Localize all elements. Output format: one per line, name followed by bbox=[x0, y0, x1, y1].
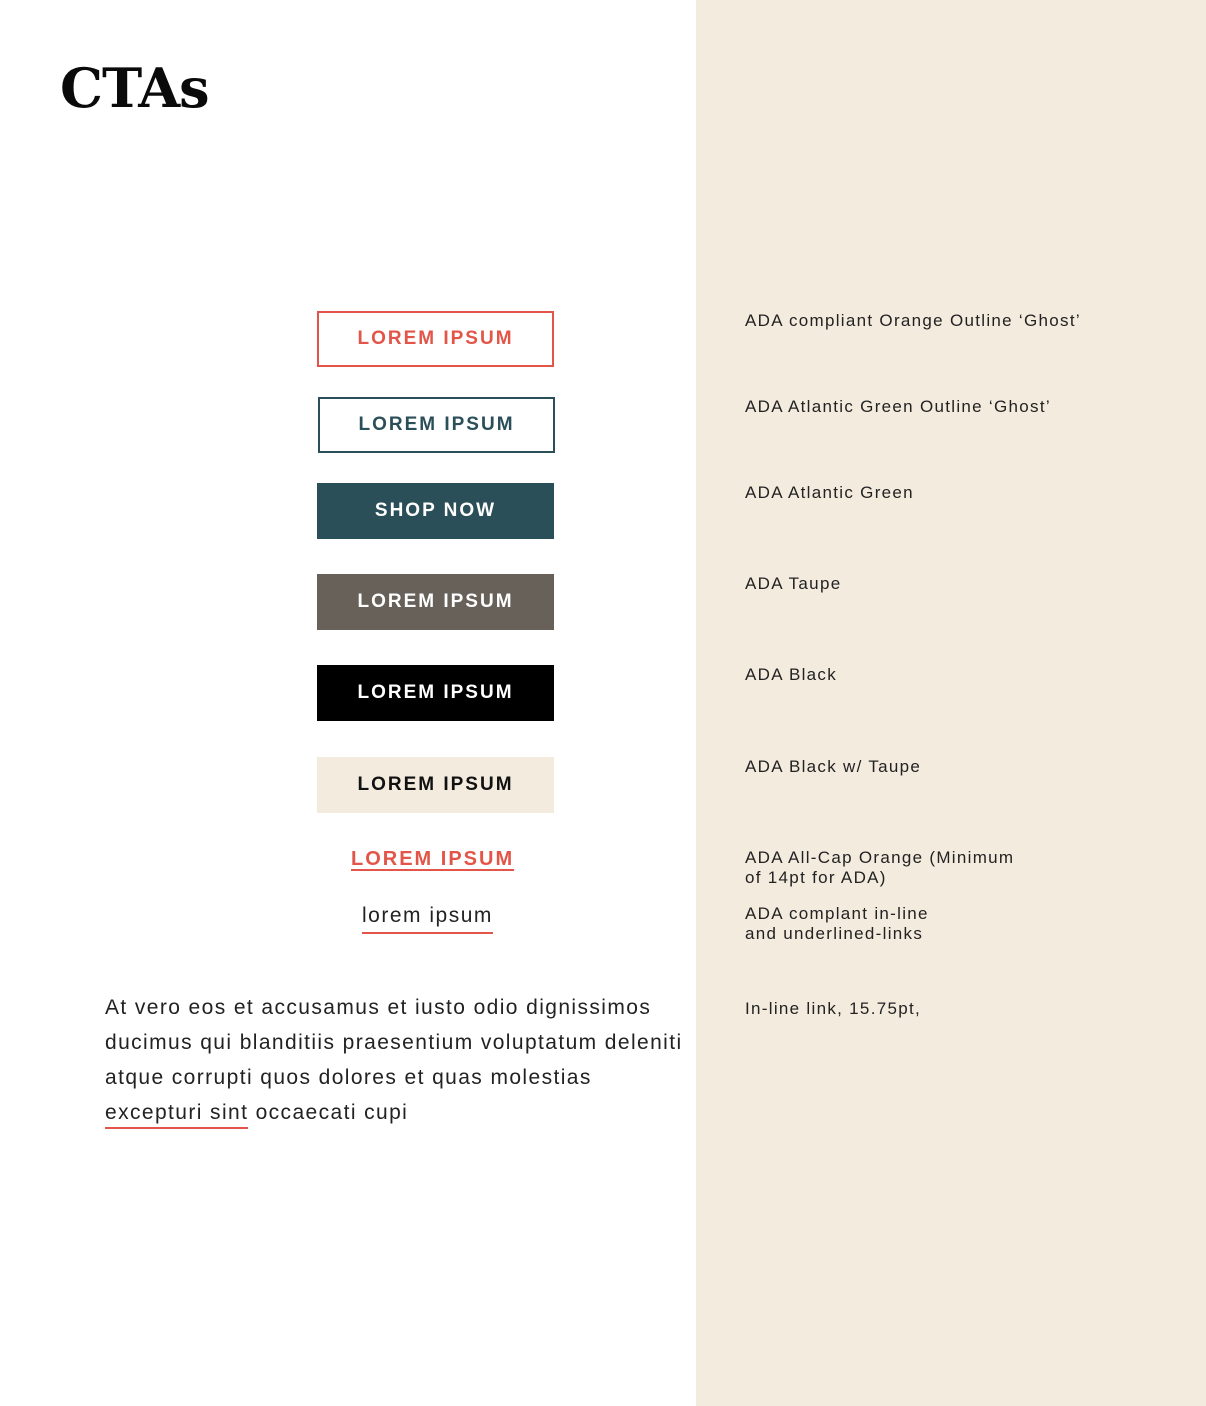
taupe-button[interactable]: LOREM IPSUM bbox=[317, 574, 554, 630]
note-allcap-line-2: of 14pt for ADA) bbox=[745, 868, 887, 887]
body-text-after-link: occaecati cupi bbox=[248, 1101, 409, 1124]
body-text-before-link: At vero eos et accusamus et iusto odio dignissimos ducimus qui blanditiis praesentium voluptatum deleniti atque corrupti quos dolores et quas molestias bbox=[105, 996, 683, 1089]
note-inline-line-2: and underlined-links bbox=[745, 924, 924, 943]
black-button[interactable]: LOREM IPSUM bbox=[317, 665, 554, 721]
green-ghost-button[interactable]: LOREM IPSUM bbox=[318, 397, 555, 453]
note-inline-line-1: ADA complant in-line bbox=[745, 904, 929, 923]
note-black: ADA Black bbox=[745, 665, 838, 684]
inline-underlined-link[interactable]: lorem ipsum bbox=[362, 904, 493, 934]
shop-now-button[interactable]: SHOP NOW bbox=[317, 483, 554, 539]
note-orange-ghost: ADA compliant Orange Outline ‘Ghost’ bbox=[745, 311, 1081, 330]
body-inline-link[interactable]: excepturi sint bbox=[105, 1101, 248, 1129]
note-inline-size: In-line link, 15.75pt, bbox=[745, 999, 922, 1018]
page-title: CTAs bbox=[60, 56, 209, 120]
note-taupe: ADA Taupe bbox=[745, 574, 842, 593]
note-allcap-orange bbox=[745, 848, 1125, 888]
orange-allcap-link[interactable]: LOREM IPSUM bbox=[351, 848, 515, 870]
annotation-panel bbox=[696, 0, 1206, 1406]
note-black-taupe: ADA Black w/ Taupe bbox=[745, 757, 922, 776]
note-green: ADA Atlantic Green bbox=[745, 483, 914, 502]
body-paragraph bbox=[105, 990, 685, 1130]
note-allcap-line-1: ADA All-Cap Orange (Minimum bbox=[745, 848, 1015, 867]
note-inline-links bbox=[745, 904, 1125, 944]
black-on-taupe-button[interactable]: LOREM IPSUM bbox=[317, 757, 554, 813]
note-green-ghost: ADA Atlantic Green Outline ‘Ghost’ bbox=[745, 397, 1051, 416]
orange-ghost-button[interactable]: LOREM IPSUM bbox=[317, 311, 554, 367]
